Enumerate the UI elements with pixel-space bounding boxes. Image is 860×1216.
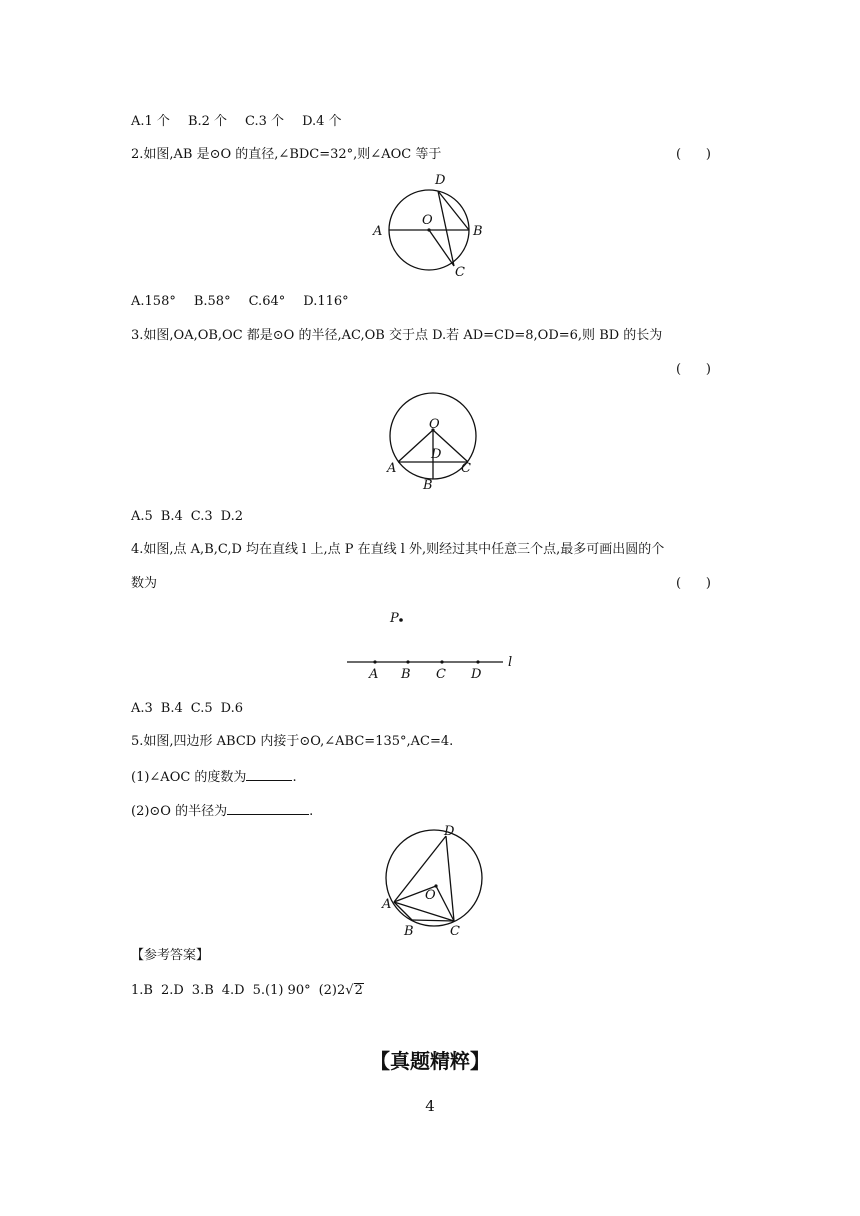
q3-label-c: C <box>461 461 471 476</box>
q5-side-bc <box>412 920 454 921</box>
q3-answer-paren: ( ) <box>676 362 711 377</box>
q5-sub1 <box>131 767 297 787</box>
q3-option-d: D.2 <box>220 509 244 524</box>
q4-figure <box>340 600 530 686</box>
q2-options <box>131 293 367 311</box>
q4-option-b: B.4 <box>160 701 183 716</box>
answer-1: 1.B <box>131 983 153 998</box>
answer-5-1: 5.(1) 90° <box>252 983 311 998</box>
answers-heading: 【参考答案】 <box>131 948 210 963</box>
q2-label-o: O <box>422 213 433 228</box>
q4-point-c <box>440 660 443 663</box>
answers-row <box>131 982 364 1000</box>
q4-stem-line1: 4.如图,点 A,B,C,D 均在直线 l 上,点 P 在直线 l 外,则经过其中任意三个点,最多可画出圆的个 <box>131 542 665 557</box>
q4-options <box>131 700 251 718</box>
answer-4: 4.D <box>221 983 245 998</box>
q1-option-a: A.1 个 <box>131 114 170 129</box>
q4-label-c: C <box>436 667 446 682</box>
q2-label-d: D <box>435 173 446 188</box>
q4-label-p: P <box>390 611 399 626</box>
q3-label-d: D <box>431 447 442 462</box>
q1-options <box>131 113 360 131</box>
q3-option-a: A.5 <box>131 509 153 524</box>
q4-option-d: D.6 <box>220 701 244 716</box>
q3-option-c: C.3 <box>190 509 213 524</box>
q4-point-a <box>373 660 376 663</box>
q4-point-d <box>476 660 479 663</box>
q5-stem: 5.如图,四边形 ABCD 内接于⊙O,∠ABC=135°,AC=4. <box>131 734 454 749</box>
q4-label-d: D <box>471 667 482 682</box>
q2-option-d: D.116° <box>303 294 349 309</box>
q5-label-b: B <box>404 924 414 939</box>
q4-option-c: C.5 <box>190 701 213 716</box>
q2-figure <box>370 168 490 282</box>
q2-label-c: C <box>455 265 465 280</box>
q5-sub1-end: . <box>292 770 297 785</box>
q5-figure <box>374 822 494 942</box>
q5-circle <box>386 830 482 926</box>
answer-5-2: (2)2 <box>318 983 346 998</box>
q3-option-b: B.4 <box>160 509 183 524</box>
q2-option-b: B.58° <box>193 294 231 309</box>
q4-point-b <box>406 660 409 663</box>
sqrt-radicand: 2 <box>354 983 363 998</box>
q5-sub2 <box>131 801 313 821</box>
q2-label-a: A <box>373 224 383 239</box>
q3-options <box>131 508 251 526</box>
q5-sub1-blank <box>246 767 292 781</box>
q4-label-a: A <box>369 667 379 682</box>
q2-stem: 2.如图,AB 是⊙O 的直径,∠BDC=32°,则∠AOC 等于 <box>131 147 442 162</box>
q4-label-b: B <box>401 667 411 682</box>
answer-2: 2.D <box>160 983 184 998</box>
q1-option-c: C.3 个 <box>245 114 285 129</box>
q1-option-d: D.4 个 <box>302 114 342 129</box>
q4-answer-paren: ( ) <box>676 576 711 591</box>
q4-stem-line2: 数为 <box>131 576 158 591</box>
q3-stem: 3.如图,OA,OB,OC 都是⊙O 的半径,AC,OB 交于点 D.若 AD=CD=8,OD=6,则 BD 的长为 <box>131 328 663 343</box>
q3-label-o: O <box>429 417 440 432</box>
page-number: 4 <box>425 1097 435 1115</box>
q2-option-c: C.64° <box>248 294 286 309</box>
q5-label-d: D <box>444 824 455 839</box>
q5-sub1-text: (1)∠AOC 的度数为 <box>131 770 247 785</box>
q5-sub2-text: (2)⊙O 的半径为 <box>131 804 228 819</box>
q5-label-a: A <box>382 897 392 912</box>
sqrt-symbol: √ <box>345 983 354 998</box>
q4-label-l: l <box>508 655 513 670</box>
q3-figure <box>378 388 488 496</box>
section-title: 【真题精粹】 <box>370 1049 490 1073</box>
answer-3: 3.B <box>191 983 214 998</box>
q2-center-point <box>427 228 430 231</box>
q3-radius-oa <box>398 430 433 462</box>
q2-label-b: B <box>473 224 483 239</box>
q5-label-c: C <box>450 924 460 939</box>
q5-sub2-end: . <box>309 804 314 819</box>
q4-option-a: A.3 <box>131 701 153 716</box>
q3-label-a: A <box>387 461 397 476</box>
q2-option-a: A.158° <box>131 294 176 309</box>
q5-label-o: O <box>425 888 436 903</box>
q2-answer-paren: ( ) <box>676 147 711 162</box>
q1-option-b: B.2 个 <box>187 114 228 129</box>
q5-sub2-blank <box>227 801 309 815</box>
q3-label-b: B <box>423 478 433 493</box>
q4-point-p <box>399 618 403 622</box>
